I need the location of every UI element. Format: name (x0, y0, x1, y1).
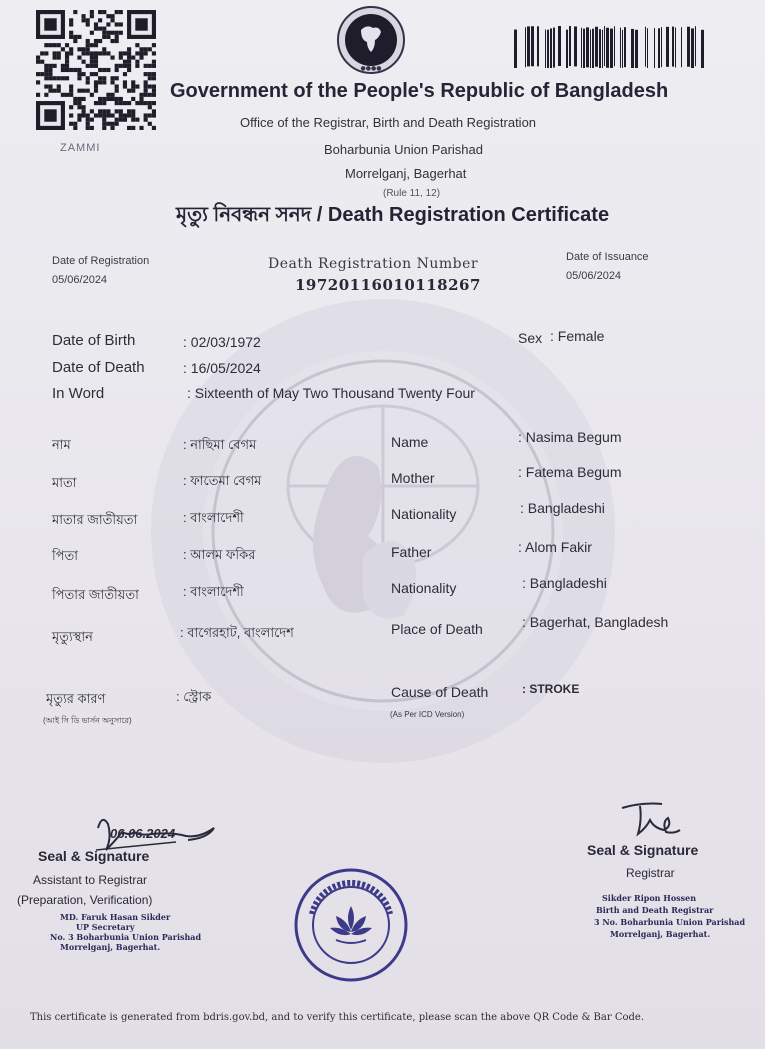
registration-number-label: Death Registration Number (268, 256, 479, 272)
en-father-label: Father (391, 544, 432, 560)
bn-name-label: নাম (52, 437, 71, 452)
qr-caption: ZAMMI (60, 142, 101, 154)
svg-text:●●●●: ●●●● (360, 65, 382, 72)
bn-mother-label: মাতা (52, 475, 77, 490)
dod-label: Date of Death (52, 359, 145, 376)
right-stamp-line-1: Sikder Ripon Hossen (602, 893, 697, 903)
assistant-signature-date: 06.06.2024 (110, 826, 176, 841)
en-name-value: : Nasima Begum (518, 429, 622, 445)
left-stamp-line-1: MD. Faruk Hasan Sikder (60, 912, 171, 922)
en-father-nationality-value: : Bangladeshi (522, 575, 607, 591)
right-stamp-line-2: Birth and Death Registrar (596, 905, 714, 915)
date-of-registration-value: 05/06/2024 (52, 274, 108, 286)
inword-label: In Word (52, 385, 105, 402)
bn-name-value: : নাছিমা বেগম (183, 437, 257, 452)
inword-value: : Sixteenth of May Two Thousand Twenty Four (187, 385, 475, 401)
location-heading: Morrelganj, Bagerhat (345, 166, 467, 181)
bangladesh-emblem-icon (326, 4, 416, 76)
union-parishad-seal-icon (292, 866, 410, 984)
sex-value: : Female (550, 328, 605, 344)
bn-mother-nationality-value: : বাংলাদেশী (183, 510, 244, 525)
right-role: Registrar (626, 866, 675, 880)
right-stamp-line-3: 3 No. Boharbunia Union Parishad (594, 917, 746, 927)
bn-cause-label: মৃত্যুর কারণ (46, 691, 106, 706)
left-role: Assistant to Registrar (33, 873, 148, 887)
date-of-issuance-label: Date of Issuance (566, 251, 649, 263)
en-father-nationality-label: Nationality (391, 580, 457, 596)
en-name-label: Name (391, 434, 429, 450)
registrar-signature-icon (618, 800, 698, 840)
barcode-icon[interactable] (514, 24, 708, 68)
bn-father-nationality-value: : বাংলাদেশী (183, 584, 244, 599)
union-heading: Boharbunia Union Parishad (324, 142, 483, 157)
bn-father-nationality-label: পিতার জাতীয়তা (52, 587, 139, 602)
bn-place-value: : বাগেরহাট, বাংলাদেশ (180, 625, 294, 640)
en-cause-label: Cause of Death (391, 684, 489, 700)
government-heading: Government of the People's Republic of Bangladesh (170, 80, 669, 102)
bn-father-label: পিতা (52, 548, 79, 563)
left-stamp-line-2: UP Secretary (76, 922, 135, 932)
bn-father-value: : আলম ফকির (183, 547, 256, 562)
bn-mother-value: : ফাতেমা বেগম (183, 473, 262, 488)
dob-label: Date of Birth (52, 332, 136, 349)
left-seal-title: Seal & Signature (38, 848, 150, 864)
office-heading: Office of the Registrar, Birth and Death Registration (240, 115, 537, 130)
right-stamp-line-4: Morrelganj, Bagerhat. (610, 929, 711, 939)
dod-value: : 16/05/2024 (183, 360, 261, 376)
certificate-title: মৃত্যু নিবন্ধন সনদ / Death Registration Certificate (176, 204, 610, 226)
en-mother-nationality-value: : Bangladeshi (520, 500, 605, 516)
bn-place-label: মৃত্যুস্থান (52, 629, 93, 644)
verification-footer: This certificate is generated from bdris.gov.bd, and to verify this certificate, please scan the above QR Code & Bar Code. (30, 1012, 644, 1023)
en-mother-label: Mother (391, 470, 435, 486)
left-stamp-line-4: Morrelganj, Bagerhat. (60, 942, 161, 952)
registration-number-value: 19720116010118267 (295, 276, 481, 294)
bn-cause-sub: (আই সি ডি ভার্সন অনুসারে) (43, 716, 132, 725)
left-stamp-line-3: No. 3 Boharbunia Union Parishad (50, 932, 202, 942)
left-role-detail: (Preparation, Verification) (17, 893, 153, 907)
qr-code-icon[interactable] (36, 10, 156, 130)
rule-note: (Rule 11, 12) (383, 188, 441, 199)
en-father-value: : Alom Fakir (518, 539, 592, 555)
en-cause-value: : STROKE (522, 682, 580, 696)
en-place-value: : Bagerhat, Bangladesh (522, 614, 669, 630)
dob-value: : 02/03/1972 (183, 334, 261, 350)
en-place-label: Place of Death (391, 621, 483, 637)
bn-mother-nationality-label: মাতার জাতীয়তা (52, 512, 138, 527)
en-cause-sub: (As Per ICD Version) (390, 710, 465, 719)
date-of-issuance-value: 05/06/2024 (566, 270, 622, 282)
right-seal-title: Seal & Signature (587, 842, 699, 858)
en-mother-value: : Fatema Begum (518, 464, 622, 480)
en-mother-nationality-label: Nationality (391, 506, 457, 522)
sex-label: Sex (518, 330, 543, 346)
bn-cause-value: : স্ট্রোক (176, 689, 212, 704)
date-of-registration-label: Date of Registration (52, 255, 150, 267)
